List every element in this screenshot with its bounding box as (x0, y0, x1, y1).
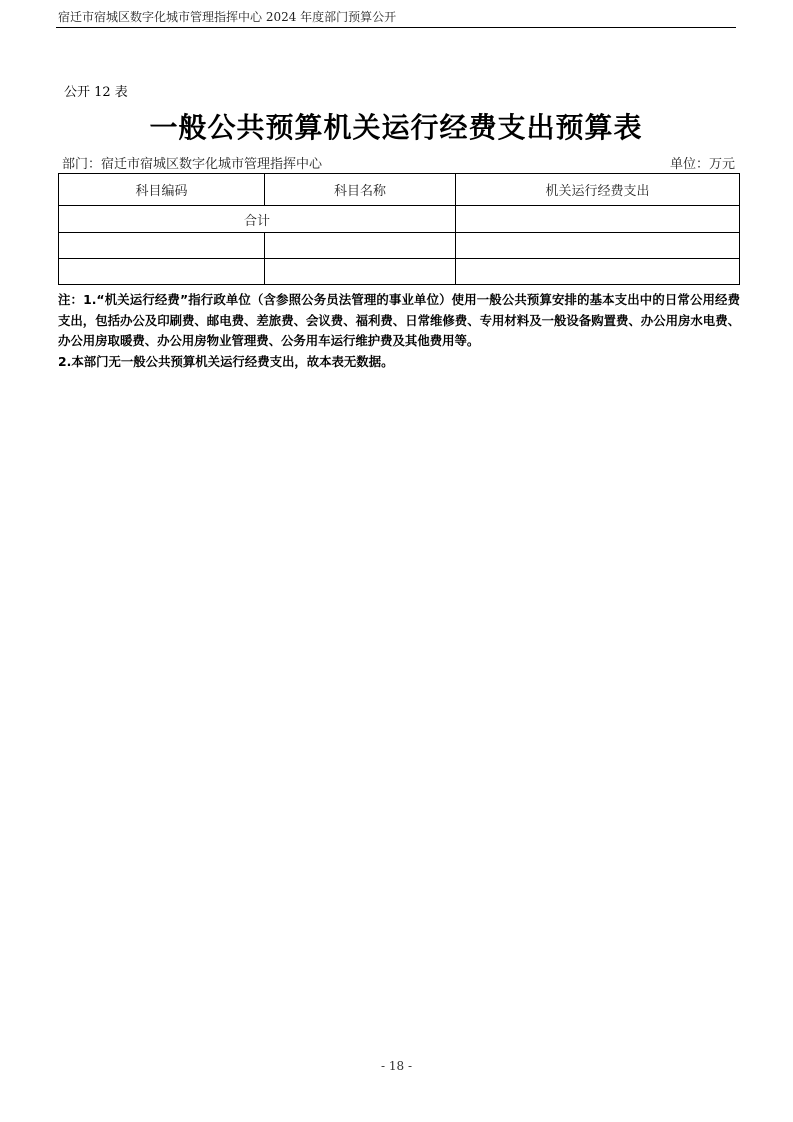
unit-label: 单位：万元 (669, 157, 735, 172)
column-header-code: 科目编码 (59, 174, 265, 206)
note-1: 注：1.“机关运行经费”指行政单位（含参照公务员法管理的事业单位）使用一般公共预算安排的基本支出中的日常公用经费支出，包括办公及印刷费、邮电费、差旅费、会议费、福利费、日常维修费、专用材料及一般设备购置费、办公用房水电费、办公用房取暖费、办公用房物业管理费、公务用车运行维护费及其他费用等。 (58, 292, 740, 348)
budget-table (58, 173, 740, 285)
running-header: 宿迁市宿城区数字化城市管理指挥中心 2024 年度部门预算公开 (58, 10, 397, 24)
column-header-expense: 机关运行经费支出 (456, 174, 740, 206)
header-divider (56, 27, 736, 28)
department-label: 部门：宿迁市宿城区数字化城市管理指挥中心 (62, 157, 323, 172)
table-row (59, 259, 740, 285)
table-cell (265, 259, 456, 285)
table-header-row (59, 174, 740, 206)
column-header-name: 科目名称 (265, 174, 456, 206)
page-title: 一般公共预算机关运行经费支出预算表 (149, 111, 643, 144)
table-cell (456, 233, 740, 259)
total-label: 合计 (59, 206, 456, 233)
total-value (456, 206, 740, 233)
page-number: - 18 - (380, 1059, 412, 1073)
table-cell (456, 259, 740, 285)
table-notes (58, 290, 740, 372)
table-number: 公开 12 表 (64, 85, 128, 100)
note-2: 2.本部门无一般公共预算机关运行经费支出，故本表无数据。 (58, 353, 394, 369)
table-cell (59, 259, 265, 285)
table-row (59, 233, 740, 259)
table-cell (59, 233, 265, 259)
table-cell (265, 233, 456, 259)
table-total-row (59, 206, 740, 233)
